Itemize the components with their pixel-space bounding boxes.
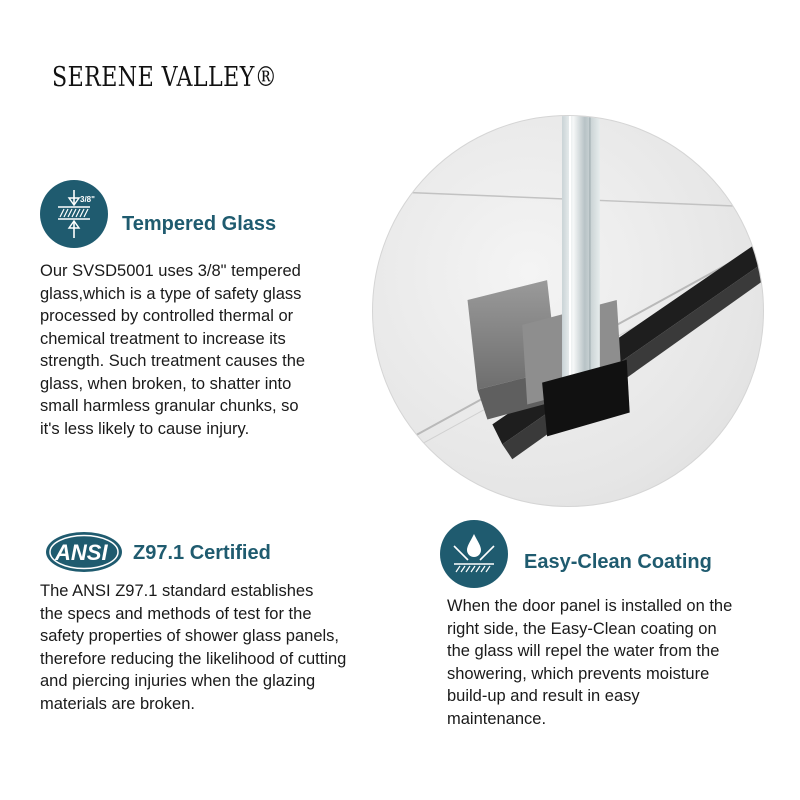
ansi-badge-label: ANSI <box>55 540 108 565</box>
ansi-text <box>40 580 380 715</box>
text-line: glass, when broken, to shatter into <box>40 374 292 393</box>
text-line: right side, the Easy-Clean coating on <box>447 619 717 638</box>
text-line: materials are broken. <box>40 694 195 713</box>
text-line: and piercing injuries when the glazing <box>40 672 316 690</box>
tempered-text <box>40 260 360 440</box>
text-line: chemical treatment to increase its <box>40 329 286 348</box>
text-line: small harmless granular chunks, so <box>40 397 299 415</box>
tempered-glass-icon <box>40 180 108 248</box>
easyclean-title: Easy-Clean Coating <box>524 551 712 573</box>
tempered-title: Tempered Glass <box>122 213 277 235</box>
text-line: When the door panel is installed on the <box>447 597 733 615</box>
text-line: processed by controlled thermal or <box>40 307 294 325</box>
text-line: Our SVSD5001 uses 3/8" tempered <box>40 262 301 280</box>
text-line: maintenance. <box>447 709 547 728</box>
text-line: the specs and methods of test for the <box>40 604 312 623</box>
brand-logo: SERENE VALLEY® <box>52 62 278 93</box>
text-line: therefore reducing the likelihood of cutting <box>40 649 347 668</box>
text-line: build-up and result in easy <box>447 687 640 705</box>
text-line: it's less likely to cause injury. <box>40 419 250 438</box>
ansi-title: Z97.1 Certified <box>133 542 271 564</box>
product-photo <box>372 115 764 507</box>
text-line: glass,which is a type of safety glass <box>40 284 302 303</box>
text-line: the glass will repel the water from the <box>447 642 720 660</box>
text-line: showering, which prevents moisture <box>447 664 710 683</box>
text-line: safety properties of shower glass panels, <box>40 627 339 645</box>
text-line: The ANSI Z97.1 standard establishes <box>40 582 314 600</box>
easyclean-text <box>447 595 787 730</box>
text-line: strength. Such treatment causes the <box>40 352 306 370</box>
tempered-icon-label: 3/8" <box>80 195 95 204</box>
water-drop-icon <box>440 520 508 588</box>
